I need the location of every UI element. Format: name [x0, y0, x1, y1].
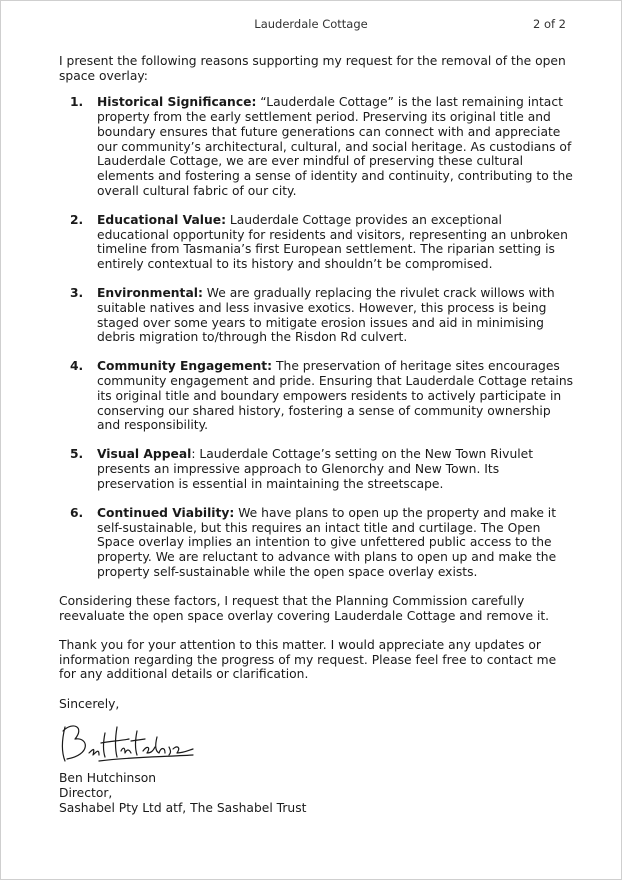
intro-paragraph: I present the following reasons supporting my request for the removal of the open space overlay:	[59, 54, 566, 83]
reason-text: We have plans to open up the property and make it self-sustainable, but this requires an intact title and curtilage. The Open Space overlay implies an intention to give unfettered public access to the property. We are reluctant to advance with plans to open up and make the property self-sustainable while the open space overlay exists.	[97, 506, 557, 579]
reason-term: Environmental:	[97, 286, 203, 301]
reason-item	[59, 506, 574, 580]
reason-number: 4.	[70, 359, 84, 374]
reason-text: Lauderdale Cottage provides an exceptional educational opportunity for residents and visitors, representing an unbroken timeline from Tasmania’s first European settlement. The riparian setting is entirely contextual to its history and shouldn’t be compromised.	[97, 212, 568, 271]
signer-title: Director,	[59, 786, 113, 801]
reason-number: 6.	[70, 506, 84, 521]
signer-name: Ben Hutchinson	[59, 771, 157, 786]
page-number: 2 of 2	[532, 17, 566, 31]
signer-company: Sashabel Pty Ltd atf, The Sashabel Trust	[59, 800, 307, 815]
conclusion-paragraph: Considering these factors, I request that the Planning Commission carefully reevaluate the open space overlay covering Lauderdale Cottage and remove it.	[59, 594, 550, 623]
reason-number: 5.	[70, 447, 84, 462]
reasons-list	[59, 95, 574, 579]
reason-item	[59, 359, 574, 433]
reason-item	[59, 213, 574, 272]
reason-term: Visual Appeal	[97, 447, 192, 462]
letter-body	[59, 54, 574, 815]
handwritten-signature	[59, 717, 199, 767]
reason-term: Historical Significance:	[97, 95, 257, 110]
thanks-paragraph: Thank you for your attention to this matter. I would appreciate any updates or information regarding the progress of my request. Please feel free to contact me for any additional details or clarification.	[59, 638, 557, 682]
closing: Sincerely,	[59, 696, 120, 711]
reason-number: 1.	[70, 95, 84, 110]
reason-term: Community Engagement:	[97, 359, 273, 374]
reason-text: We are gradually replacing the rivulet crack willows with suitable natives and less invasive exotics. However, this process is being staged over some years to mitigate erosion issues and aid in minimising debris migration to/through the Risdon Rd culvert.	[97, 286, 555, 345]
reason-number: 3.	[70, 286, 84, 301]
reason-item	[59, 286, 574, 345]
header-title: Lauderdale Cottage	[254, 17, 368, 31]
reason-item	[59, 447, 574, 491]
page-header	[0, 17, 622, 33]
reason-text: : Lauderdale Cottage’s setting on the New Town Rivulet presents an impressive approach to Glenorchy and New Town. Its preservation is essential in maintaining the streetscape.	[97, 447, 534, 491]
reason-number: 2.	[70, 212, 84, 227]
reason-term: Continued Viability:	[97, 506, 235, 521]
reason-term: Educational Value:	[97, 212, 227, 227]
reason-text: The preservation of heritage sites encourages community engagement and pride. Ensuring that Lauderdale Cottage retains its original title and boundary empowers residents to actively participate in conserving our shared history, fostering a sense of community ownership and responsibility.	[97, 359, 574, 433]
reason-item	[59, 95, 574, 198]
reason-text: “Lauderdale Cottage” is the last remaining intact property from the early settlement period. Preserving its original title and boundary ensures that future generations can connect with and appreciate our community’s architectural, cultural, and social heritage. As custodians of Lauderdale Cottage, we are ever mindful of preserving these cultural elements and fostering a sense of identity and continuity, contributing to the overall cultural fabric of our city.	[97, 95, 573, 198]
